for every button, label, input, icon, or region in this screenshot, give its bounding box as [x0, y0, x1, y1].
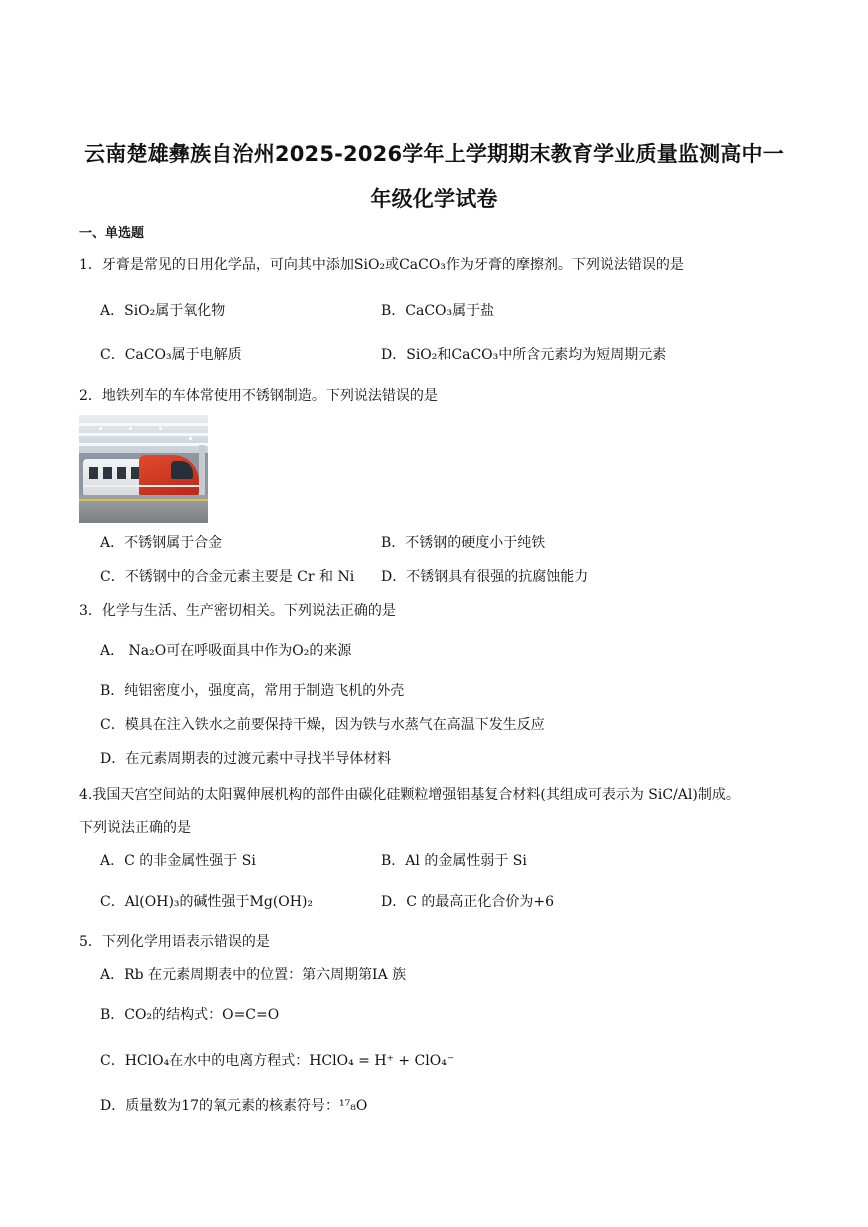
question-3-stem: 3．化学与生活、生产密切相关。下列说法正确的是 [79, 603, 396, 619]
question-4-option-d: D．C 的最高正化合价为+6 [381, 894, 555, 910]
question-5-stem: 5．下列化学用语表示错误的是 [79, 934, 270, 950]
question-4-option-b: B．Al 的金属性弱于 Si [381, 853, 527, 869]
question-3-option-c: C．模具在注入铁水之前要保持干燥，因为铁与水蒸气在高温下发生反应 [100, 717, 545, 733]
question-5-option-b: B．CO₂的结构式：O=C=O [100, 1007, 280, 1023]
question-5-option-c: C．HClO₄在水中的电离方程式：HClO₄ = H⁺ + ClO₄⁻ [100, 1053, 455, 1069]
question-4-option-c: C．Al(OH)₃的碱性强于Mg(OH)₂ [100, 894, 314, 910]
question-5-option-a: A．Rb 在元素周期表中的位置：第六周期第ⅠA 族 [100, 967, 407, 983]
question-2-stem: 2．地铁列车的车体常使用不锈钢制造。下列说法错误的是 [79, 388, 438, 404]
question-1-option-d: D．SiO₂和CaCO₃中所含元素均为短周期元素 [381, 347, 667, 363]
question-1-option-c: C．CaCO₃属于电解质 [100, 347, 242, 363]
exam-title-line-2: 年级化学试卷 [370, 187, 498, 211]
question-2-option-d: D．不锈钢具有很强的抗腐蚀能力 [381, 569, 589, 585]
question-4-option-a: A．C 的非金属性强于 Si [100, 853, 256, 869]
question-2-option-c: C．不锈钢中的合金元素主要是 Cr 和 Ni [100, 569, 355, 585]
question-2-option-b: B．不锈钢的硬度小于纯铁 [381, 535, 546, 551]
question-4-stem-line-2: 下列说法正确的是 [79, 820, 191, 836]
question-3-option-a: A． Na₂O可在呼吸面具中作为O₂的来源 [100, 643, 352, 659]
exam-title-line-1: 云南楚雄彝族自治州2025-2026学年上学期期末教育学业质量监测高中一 [84, 142, 784, 166]
question-3-option-b: B．纯铝密度小，强度高，常用于制造飞机的外壳 [100, 683, 405, 699]
question-1-option-a: A．SiO₂属于氧化物 [100, 303, 226, 319]
question-1-option-b: B．CaCO₃属于盐 [381, 303, 495, 319]
question-3-option-d: D．在元素周期表的过渡元素中寻找半导体材料 [100, 751, 392, 767]
metro-train-photo [79, 415, 208, 523]
question-1-stem: 1．牙膏是常见的日用化学品，可向其中添加SiO₂或CaCO₃作为牙膏的摩擦剂。下列说法错误的是 [79, 257, 684, 273]
question-5-option-d: D．质量数为17的氧元素的核素符号：¹⁷₈O [100, 1098, 368, 1114]
question-4-stem-line-1: 4.我国天宫空间站的太阳翼伸展机构的部件由碳化硅颗粒增强铝基复合材料(其组成可表示为 SiC/Al)制成。 [79, 787, 740, 803]
question-2-option-a: A．不锈钢属于合金 [100, 535, 223, 551]
section-heading: 一、单选题 [79, 226, 145, 241]
